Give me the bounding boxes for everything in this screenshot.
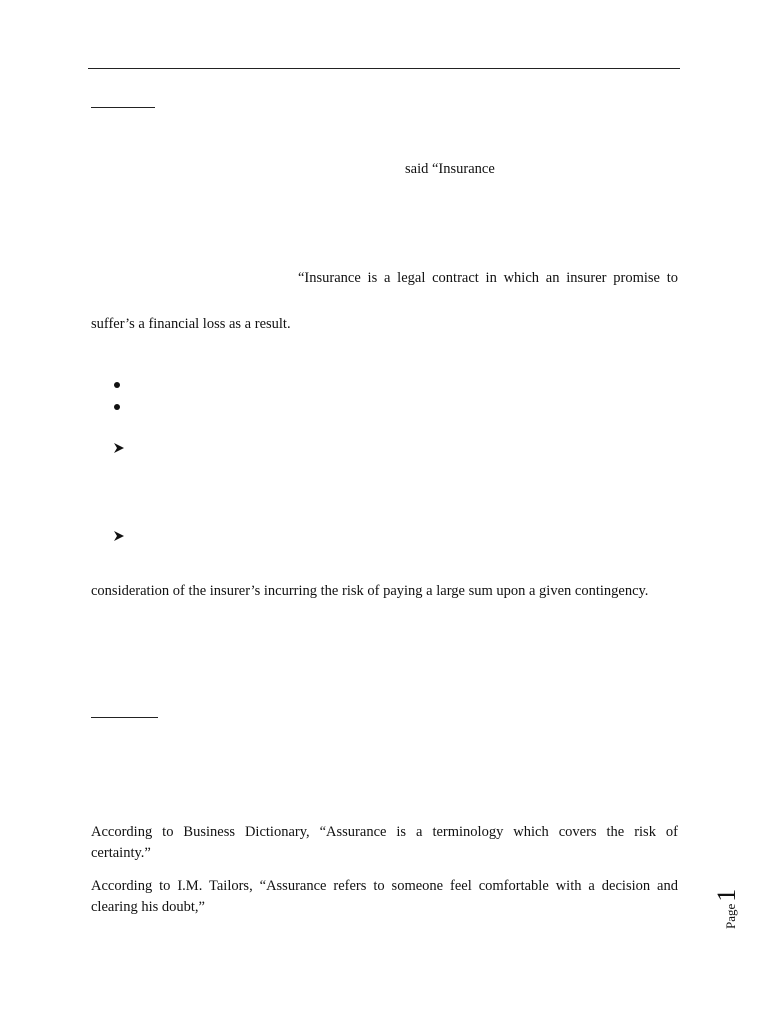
business-dictionary-paragraph — [91, 822, 678, 864]
insurance-quote-line: “Insurance is a legal contract in which an insurer promise to — [298, 270, 678, 286]
im-tailors-line-1: According to I.M. Tailors, “Assurance refers to someone feel comfortable with a decision and — [91, 878, 678, 894]
arrow-bullet-icon — [113, 530, 125, 542]
header-rule — [88, 68, 680, 69]
bullet-dot-2 — [114, 404, 120, 410]
heading-underline-2 — [91, 717, 158, 718]
heading-underline-1 — [91, 107, 155, 108]
said-insurance-text: said “Insurance — [405, 161, 495, 177]
im-tailors-paragraph — [91, 876, 678, 918]
business-dictionary-line-2: certainty.” — [91, 845, 151, 861]
suffer-line: suffer’s a financial loss as a result. — [91, 316, 291, 332]
im-tailors-line-2: clearing his doubt,” — [91, 899, 205, 915]
arrow-bullet-icon — [113, 442, 125, 454]
page-number: 1 — [712, 888, 741, 902]
page-word: Page — [723, 903, 738, 929]
consideration-line: consideration of the insurer’s incurring the risk of paying a large sum upon a given contingency. — [91, 583, 649, 599]
business-dictionary-line-1: According to Business Dictionary, “Assurance is a terminology which covers the risk of — [91, 824, 678, 840]
bullet-dot-1 — [114, 382, 120, 388]
page-number-label — [712, 875, 742, 935]
